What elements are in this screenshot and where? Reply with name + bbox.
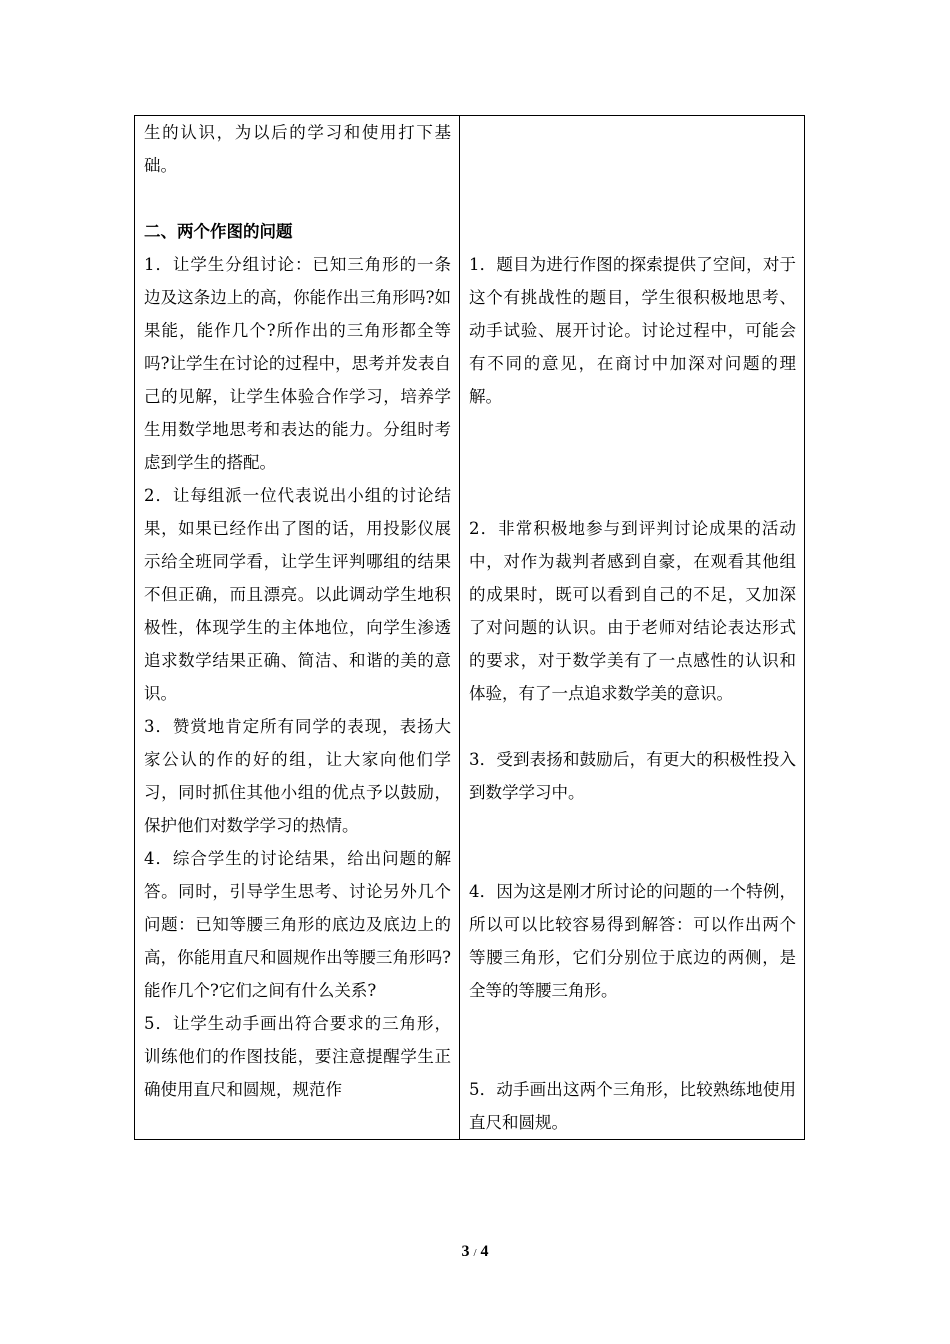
teacher-step-3: 3．赞赏地肯定所有同学的表现，表扬大家公认的作的好的组，让大家向他们学习，同时抓住其他小组的优点予以鼓励，保护他们对数学学习的热情。 (144, 717, 451, 835)
total-pages: 4 (480, 1243, 489, 1260)
section-heading: 二、两个作图的问题 (144, 222, 293, 241)
blank-line (144, 182, 451, 215)
student-step-1: 1．题目为进行作图的探索提供了空间，对于这个有挑战性的题目，学生很积极地思考、动手试验、展开讨论。讨论过程中，可能会有不同的意见，在商讨中加深对问题的理解。 (469, 255, 796, 406)
student-step-4: 4．因为这是刚才所讨论的问题的一个特例，所以可以比较容易得到解答：可以作出两个等腰三角形，它们分别位于底边的两侧，是全等的等腰三角形。 (469, 882, 796, 1000)
teacher-activity-cell (135, 116, 460, 1140)
table-row (135, 116, 805, 1140)
lesson-plan-table (134, 115, 805, 1140)
page-separator: / (473, 1247, 477, 1259)
spacer (469, 116, 796, 248)
student-step-2: 2．非常积极地参与到评判讨论成果的活动中，对作为裁判者感到自豪，在观看其他组的成果时，既可以看到自己的不足，又加深了对问题的认识。由于老师对结论表达形式的要求，对于数学美有了一点感性的认识和体验，有了一点追求数学美的意识。 (469, 519, 796, 703)
teacher-step-2: 2．让每组派一位代表说出小组的讨论结果，如果已经作出了图的话，用投影仪展示给全班同学看，让学生评判哪组的结果不但正确，而且漂亮。以此调动学生地积极性，体现学生的主体地位，向学生渗透追求数学结果正确、简洁、和谐的美的意识。 (144, 486, 451, 703)
teacher-step-5: 5．让学生动手画出符合要求的三角形，训练他们的作图技能，要注意提醒学生正确使用直尺和圆规，规范作 (144, 1014, 451, 1099)
current-page: 3 (461, 1243, 470, 1260)
page-number (0, 1243, 950, 1261)
student-step-5: 5．动手画出这两个三角形，比较熟练地使用直尺和圆规。 (469, 1080, 796, 1132)
teacher-step-1: 1．让学生分组讨论：已知三角形的一条边及这条边上的高，你能作出三角形吗?如果能，能作几个?所作出的三角形都全等吗?让学生在讨论的过程中，思考并发表自己的见解，让学生体验合作学习，培养学生用数学地思考和表达的能力。分组时考虑到学生的搭配。 (144, 255, 451, 472)
paragraph-continuation: 生的认识，为以后的学习和使用打下基础。 (144, 123, 451, 175)
student-activity-cell (460, 116, 805, 1140)
student-step-3: 3．受到表扬和鼓励后，有更大的积极性投入到数学学习中。 (469, 750, 796, 802)
teacher-step-4: 4．综合学生的讨论结果，给出问题的解答。同时，引导学生思考、讨论另外几个问题：已知等腰三角形的底边及底边上的高，你能用直尺和圆规作出等腰三角形吗?能作几个?它们之间有什么关系? (144, 849, 451, 1000)
